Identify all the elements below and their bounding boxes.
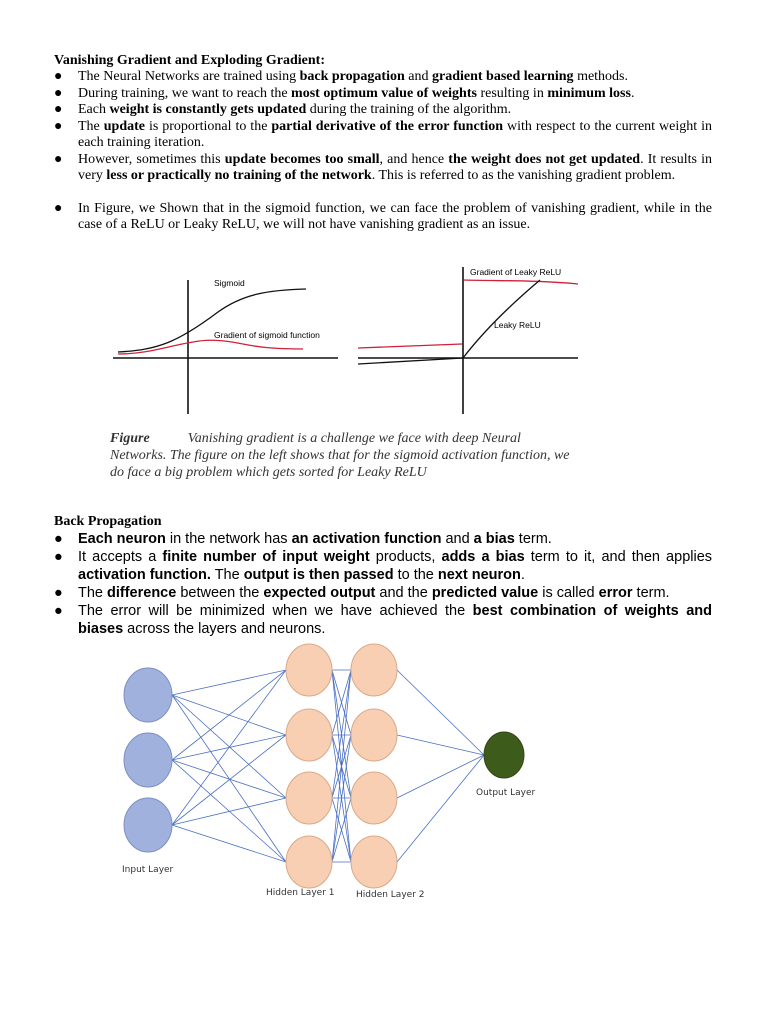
hidden-layer-2-label: Hidden Layer 2	[356, 890, 425, 900]
vanishing-gradient-bullet-3-text: Each	[78, 102, 110, 117]
input-layer-label: Input Layer	[122, 865, 174, 875]
leaky-relu-gradient-label: Gradient of Leaky ReLU	[470, 267, 562, 277]
back-propagation-bullet-1	[54, 530, 712, 548]
output-neuron	[484, 732, 524, 778]
back-propagation-bullet-2-text: to the	[393, 567, 438, 583]
back-propagation-bullet-1-text: a bias	[473, 531, 515, 547]
hidden2-to-output-edge	[397, 755, 484, 798]
back-propagation-bullet-1-text: Each neuron	[78, 531, 166, 547]
vanishing-gradient-bullet-2-text: During training, we want to reach the	[78, 85, 292, 101]
input-to-hidden1-edge	[172, 670, 286, 695]
network-connections	[172, 670, 484, 862]
vanishing-gradient-bullet-5-text: update becomes too small	[224, 151, 380, 167]
vanishing-gradient-bullet-2-text: minimum loss	[547, 85, 631, 101]
hidden-layer-1-neuron	[286, 644, 332, 696]
leaky-relu-gradient-high	[464, 280, 578, 284]
back-propagation-bullet-list	[54, 530, 712, 638]
vanishing-gradient-bullet-list	[54, 69, 712, 234]
vanishing-gradient-bullet-3-text: during the training of the algorithm.	[306, 102, 512, 117]
network-neurons	[124, 644, 524, 888]
hidden-layer-1-label: Hidden Layer 1	[266, 888, 335, 898]
sigmoid-gradient-curve	[118, 340, 303, 354]
leaky-relu-label: Leaky ReLU	[494, 320, 541, 330]
vanishing-gradient-bullet-6	[54, 201, 712, 234]
back-propagation-bullet-1-text: and	[441, 531, 474, 547]
figure-caption-label: Figure	[110, 431, 150, 446]
vanishing-gradient-bullet-4-text: partial derivative of the error function	[271, 118, 504, 134]
hidden-layer-1-neuron	[286, 836, 332, 888]
back-propagation-bullet-1-text: an activation function	[291, 531, 442, 547]
bullet-marker: ●	[54, 151, 63, 167]
bullet-marker: ●	[54, 69, 63, 84]
back-propagation-bullet-3-text: is called	[538, 585, 599, 601]
output-layer-label: Output Layer	[476, 788, 536, 798]
hidden2-to-output-edge	[397, 735, 484, 755]
figure-caption	[110, 430, 570, 481]
input-to-hidden1-edge	[172, 695, 286, 862]
input-neuron	[124, 733, 172, 787]
back-propagation-bullet-3-text: between the	[176, 585, 264, 601]
hidden-layer-2-neuron	[351, 644, 397, 696]
figure-caption-text: Vanishing gradient is a challenge we face with deep Neural Networks. The figure on the left shows that for the sigmoid activation function, we do face a big problem which gets sorted for Leaky ReLU	[110, 431, 570, 480]
back-propagation-bullet-4	[54, 602, 712, 638]
sigmoid-gradient-label: Gradient of sigmoid function	[214, 330, 320, 340]
vanishing-gradient-heading: Vanishing Gradient and Exploding Gradient:	[54, 53, 326, 68]
vanishing-gradient-bullet-1-text: back propagation	[299, 69, 405, 84]
hidden-layer-2-neuron	[351, 836, 397, 888]
back-propagation-bullet-2	[54, 548, 712, 584]
vanishing-gradient-bullet-4-text: update	[103, 118, 145, 134]
leaky-relu-negative-segment	[358, 358, 463, 364]
vanishing-gradient-bullet-5-text: , and hence	[379, 151, 449, 167]
back-propagation-bullet-1-text: term.	[514, 531, 552, 547]
back-propagation-bullet-3-text: expected output	[263, 585, 376, 601]
vanishing-gradient-bullet-5-text: . This is referred to as the vanishing gradient problem.	[371, 168, 676, 183]
input-to-hidden1-edge	[172, 760, 286, 798]
back-propagation-bullet-1-text: in the network has	[165, 531, 292, 547]
back-propagation-bullet-3-text: predicted value	[431, 585, 539, 601]
leaky-relu-positive-segment	[463, 280, 540, 358]
back-propagation-bullet-3-text: The	[78, 585, 108, 601]
vanishing-gradient-bullet-4-text: is proportional to the	[144, 118, 272, 134]
vanishing-gradient-bullet-1-text: and	[404, 69, 432, 84]
vanishing-gradient-bullet-5-text: less or practically no training of the network	[106, 168, 372, 183]
back-propagation-heading: Back Propagation	[54, 514, 162, 529]
hidden-layer-1-neuron	[286, 709, 332, 761]
input-to-hidden1-edge	[172, 825, 286, 862]
back-propagation-bullet-2-text: next neuron	[437, 567, 521, 583]
back-propagation-bullet-4-text: best combination of weights and biases	[78, 603, 712, 637]
vanishing-gradient-bullet-4-text: with respect to the current weight in each training iteration.	[78, 118, 712, 150]
back-propagation-bullet-2-text: term to it, and then applies	[524, 549, 713, 565]
vanishing-gradient-bullet-2-text: most optimum value of weights	[291, 85, 477, 101]
vanishing-gradient-bullet-4	[54, 119, 712, 152]
vanishing-gradient-bullet-5-text: . It results in very	[78, 151, 712, 183]
back-propagation-bullet-3-text: error	[598, 585, 633, 601]
bullet-marker: ●	[54, 118, 63, 134]
input-neuron	[124, 668, 172, 722]
hidden2-to-output-edge	[397, 755, 484, 862]
back-propagation-bullet-2-text: output is then passed	[243, 567, 394, 583]
vanishing-gradient-bullet-1	[54, 69, 712, 86]
back-propagation-bullet-3	[54, 584, 712, 602]
vanishing-gradient-bullet-3	[54, 102, 712, 119]
hidden-layer-2-neuron	[351, 709, 397, 761]
back-propagation-bullet-4-text: The error will be minimized when we have achieved the	[78, 603, 473, 619]
bullet-marker: ●	[54, 85, 63, 101]
hidden-layer-2-neuron	[351, 772, 397, 824]
vanishing-gradient-bullet-1-text: gradient based learning	[431, 69, 574, 84]
back-propagation-bullet-2-text: products,	[369, 549, 442, 565]
vanishing-gradient-bullet-6-text: In Figure, we Shown that in the sigmoid function, we can face the problem of vanishing gradient, while in the case of a ReLU or Leaky ReLU, we will not have vanishing gradient as an issue.	[78, 200, 712, 232]
back-propagation-bullet-2-text: finite number of input weight	[162, 549, 370, 565]
bullet-marker: ●	[54, 549, 63, 565]
bullet-marker: ●	[54, 585, 63, 601]
vanishing-gradient-bullet-2	[54, 86, 712, 103]
vanishing-gradient-bullet-2-text: resulting in	[476, 85, 548, 101]
sigmoid-label: Sigmoid	[214, 278, 245, 288]
vanishing-gradient-bullet-5-text: However, sometimes this	[78, 151, 225, 167]
leaky-relu-gradient-low	[358, 344, 462, 348]
back-propagation-bullet-2-text: activation function.	[78, 567, 211, 583]
vanishing-gradient-bullet-4-text: The	[78, 118, 104, 134]
back-propagation-bullet-2-text: The	[210, 567, 244, 583]
bullet-marker: ●	[54, 200, 63, 216]
hidden2-to-output-edge	[397, 670, 484, 755]
back-propagation-bullet-3-text: term.	[632, 585, 670, 601]
vanishing-gradient-bullet-2-text: .	[630, 85, 635, 101]
vanishing-gradient-bullet-5-text: the weight does not get updated	[448, 151, 641, 167]
hidden-layer-1-neuron	[286, 772, 332, 824]
vanishing-gradient-bullet-1-text: methods.	[573, 69, 629, 84]
back-propagation-bullet-2-text: .	[520, 567, 525, 583]
back-propagation-bullet-2-text: adds a bias	[441, 549, 525, 565]
input-neuron	[124, 798, 172, 852]
vanishing-gradient-bullet-3-text: weight is constantly gets updated	[109, 102, 307, 117]
back-propagation-bullet-2-text: It accepts a	[78, 549, 163, 565]
back-propagation-bullet-4-text: across the layers and neurons.	[123, 621, 326, 637]
vanishing-gradient-bullet-1-text: The Neural Networks are trained using	[78, 69, 300, 84]
back-propagation-bullet-3-text: difference	[107, 585, 177, 601]
bullet-marker: ●	[54, 603, 63, 619]
bullet-marker: ●	[54, 102, 63, 117]
neural-network-diagram	[108, 640, 568, 905]
back-propagation-bullet-3-text: and the	[375, 585, 432, 601]
bullet-marker: ●	[54, 531, 63, 547]
vanishing-gradient-bullet-5	[54, 152, 712, 185]
sigmoid-curve	[118, 289, 306, 352]
